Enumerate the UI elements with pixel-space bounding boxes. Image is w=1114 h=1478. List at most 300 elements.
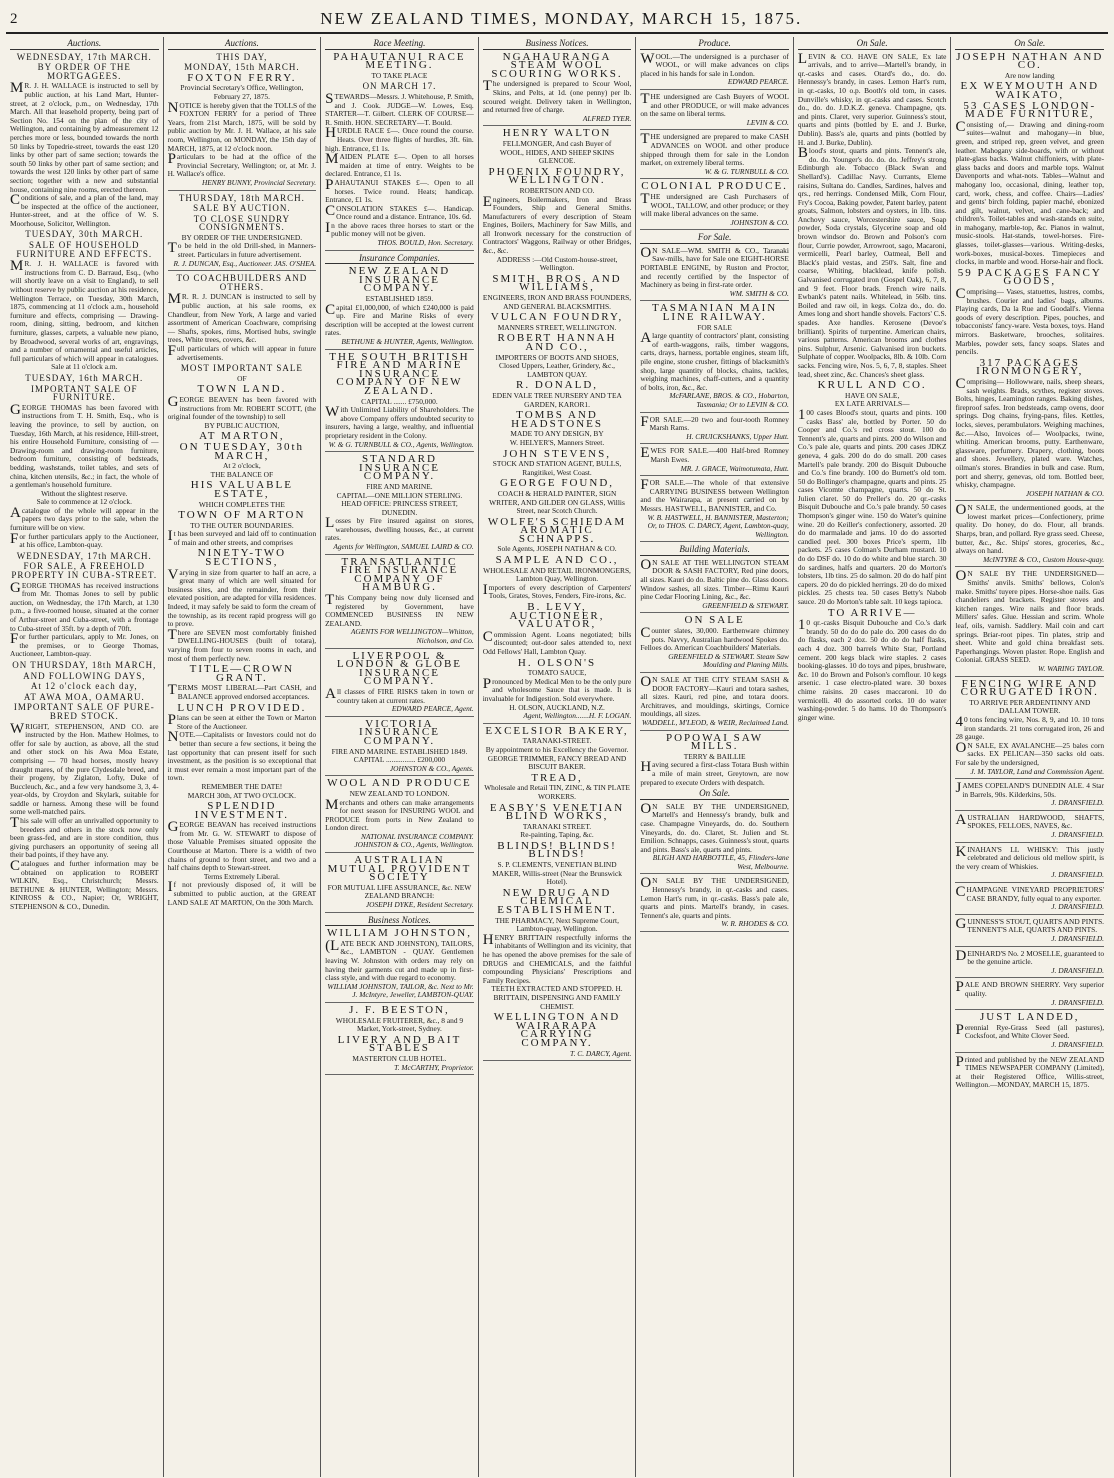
ad-paragraph: Printed and published by the NEW ZEALAND TIMES NEWSPAPER COMPANY (Limited), at their Registered Office, Willis-street, Wellington.—MONDAY, MARCH 15, 1875. xyxy=(955,1053,1105,1090)
ad-heading: AND FOLLOWING DAYS, xyxy=(23,670,146,681)
ad-centered-line: W. HELYER'S, Manners Street. xyxy=(509,437,605,447)
ad-centered-line: MADE TO ANY DESIGN, BY xyxy=(510,429,604,439)
ad-divider xyxy=(640,541,789,542)
ad-heading: AT AWA MOA, OAMARU. xyxy=(23,691,145,702)
ad-paragraph: Commission Agent. Loans negotiated; bills discounted; out-door sales attended to, next Odd Fellows' Hall, Lambton Quay. xyxy=(482,628,632,656)
ad-paragraph: With Unlimited Liability of Shareholders. The above Company offers undoubted security to insurers, having a large, wealthy, and influential proprietary resident in the Colony. xyxy=(325,404,474,440)
ad-title: WOLFE'S SCHIEDAM AROMATIC SCHNAPPS. xyxy=(487,515,627,545)
ad-centered-line: WHOLESALE FRUITERER, &c., 8 and 9 Market, York-street, Sydney. xyxy=(335,1015,464,1034)
ad-centered-line: Wholesale and Retail TIN, ZINC, & TIN PLATE WORKERS. xyxy=(484,783,630,801)
ad-title: LIVERY AND BAIT STABLES xyxy=(337,1033,462,1055)
ad-paragraph: THE undersigned are Cash Buyers of WOOL and other PRODUCE, or will make advances on the same on liberal terms. xyxy=(640,90,789,119)
ad-divider xyxy=(955,882,1104,883)
ad-divider xyxy=(955,566,1104,567)
page-number: 2 xyxy=(10,10,19,27)
ad-signature: EDWARD PEARCE, Agent. xyxy=(391,704,474,714)
ad-title: TASMANIAN MAIN LINE RAILWAY. xyxy=(652,302,778,324)
ad-paragraph: TERMS MOST LIBERAL—Part CASH, and BALANCE approved endorsed acceptances. xyxy=(167,682,317,701)
ad-divider xyxy=(325,250,474,251)
ad-centered-line: WHICH COMPLETES THE xyxy=(198,499,285,509)
ad-centered-line: TO THE OUTER BOUNDARIES. xyxy=(190,520,294,530)
ad-centered-line: TOMATO SAUCE, xyxy=(527,668,587,678)
ad-paragraph: 10 qr.-casks Bisquit Dubouche and Co.'s dark brandy. 50 do do do pale do. 200 cases do do do flasks, each 2 doz. 50 do do do half flasks, each 4 doz. 300 barrels White Star, Portland cement. 200 kegs black wire staples. 2 cases booking-glasses. 10 do toys and pipes, brushware, &c. 10 do Brown and Polson's cornflour. 10 kegs arsenic. 1 case electro-plated ware. 30 boxes chime raisins. 20 cases maccaroni. 10 do vermicelli. 40 do assorted corks. 10 do water washing-powder. 5 do hams. 10 do Thompson's ginger wine. xyxy=(797,617,947,722)
ad-paragraph: 100 cases Blood's stout, quarts and pints. 100 casks Bass' ale, bottled by Porter. 50 do Cooper and Co.'s red cross stout. 100 do Tennent's ale, quarts and pints. 200 do Wilson and Co.'s pale ale, quarts and pints. 200 cases JDKZ geneva, 4 gals. 200 do do do small. 200 cases Martell's pale brandy. 200 do Bisquit Dubouche and Co.'s fine brandy. 100 do Burnett's old tom. 50 do Bollinger's champagne, quarts and pints. 25 cases Vicomte champagne, quarts. 50 do St. Julien claret. 50 do Preller's do. 20 qr.-casks Bisquit Dubouche and Co.'s pale brandy. 50 cases Thompson's ginger wine. 150 do Water's quinine wine. 20 do Keiller's confectionery, assorted. 20 do do marmalade and jams. 10 do do assorted candied peel. 300 boxes Price's sperm, 1lb packets. 25 cases Colman's Durham mustard. 10 do do DSF do. 10 do do white and blue starch. 30 do sardines, halfs and quarters. 20 do Morton's lobsters, 1lb tins. 25 do salmon. 20 do do half pint capers. 20 do do pickled herrings. 20 do do mixed pickles. 25 chests tea. 50 cases Betty's Nabob sauce. 20 do Morton's table salt. 10 kegs tapioca. xyxy=(797,406,947,606)
ad-paragraph: DEINHARD'S No. 2 MOSELLE, guaranteed to be the genuine article. xyxy=(955,947,1105,967)
ad-paragraph: Consisting of,— Drawing and dining-room suites—walnut and mahogany—in blue, green, and striped rep, green velvet, and green leather. Mahogany side-boards, with or without plate-glass backs. Walnut chiffoniers, with plate-glass backs and doors and marble tops. Walnut Davenports and what-nots. Tables—Walnut and mahogany loo, occasional, dining, leather top, card, work, chess, and coffee. Chairs—Ladies' and gents' birch folding, papier maché, ebonized and gilt, walnut, velvet, and cane-back; and children's. Toilet-tables and wash-stands en suite, in mahogany, marble-top, &c. Pianos in walnut, music-stools. Hat-stands, towel-horses. Fire-glasses, toilet-glasses—various. Writing-desks, work-boxes, musical-boxes. Timepieces and clocks, in marble and wood. Horse-hair and flock. xyxy=(955,118,1105,267)
ad-signature: GREENFIELD & STEWART. Steam Saw Moulding and Planing Mills. xyxy=(668,651,789,670)
ad-paragraph: All classes of FIRE RISKS taken in town or country taken at current rates. xyxy=(325,685,474,705)
ad-centered-line: THE PHARMACY, Next Supreme Court, Lambton-quay, Wellington. xyxy=(495,915,619,934)
ad-centered-line: FIRE AND MARINE. ESTABLISHED 1849. xyxy=(331,746,468,756)
column-2 xyxy=(164,37,322,1477)
ad-paragraph: Acatalogue of the whole will appear in the papers two days prior to the sale, when the furniture will be on view. xyxy=(10,504,159,533)
ad-title: H. OLSON'S xyxy=(517,656,597,669)
ad-paragraph: To be held in the old Drill-shed, in Manners-street. Particulars in future advertisement. xyxy=(167,240,317,260)
ad-centered-line: FIRE AND MARINE. xyxy=(366,481,433,491)
column-7 xyxy=(951,37,1108,1477)
ad-paragraph: Alarge quantity of contractors' plant, consisting of earth-waggons, rails, timber waggons, carts, drays, harness, portable engines, steam lift, pile engine, stone crusher, fittings of blacksmith's shop, large quantity of blocks, chains, tackles, weighing machines, chaff-cutters, and a quantity of bolts, iron, &c., &c. xyxy=(640,330,789,392)
column-5 xyxy=(636,37,794,1477)
ad-paragraph: ON SALE AT THE WELLINGTON STEAM DOOR & SASH FACTORY, Red pine doors, all sizes. Kauri do do. Baltic pine do. Glass doors. Window sashes, all sizes. Timber—Rimu Kauri pine Cedar Flooring Lining, &c., &c. xyxy=(640,556,789,602)
ad-heading: SALE OF HOUSEHOLD FURNITURE AND EFFECTS. xyxy=(16,240,153,259)
section-heading: On Sale. xyxy=(955,39,1104,50)
ad-paragraph: Catalogues and further information may be obtained on application to ROBERT WILKIN, Esq., Christchurch; Messrs. BETHUNE & HUNTER, Wellington; Messrs. KINROSS & CO., Napier; Or, WRIGHT, STEPHENSON & CO., Dunedin. xyxy=(10,858,159,911)
ad-paragraph: It has been surveyed and laid off to continuation of main and other streets, and comprises xyxy=(167,528,317,547)
columns xyxy=(6,37,1108,1477)
ad-title: TITLE—CROWN GRANT. xyxy=(189,663,295,684)
ad-heading: TO COACHBUILDERS AND OTHERS. xyxy=(176,273,308,292)
ad-paragraph: MR. J. H. WALLACE is favored with instructions from C. D. Barraud, Esq., (who will shortly leave on a visit to England), to sell without reserve by public auction at his residence, Wellington Terrace, on Tuesday, 30th March, 1875, commencing at 11 o'clock a.m., household furniture and effects, comprising — Drawing-room, dining, sitting, bedroom, and kitchen furniture, glasses, carpets, a valuable new piano, by Broadwood, several works of art, engravings, and a number of ornamental and useful articles, full particulars of which will appear in catalogues. xyxy=(10,258,159,363)
ad-title: J. F. BEESTON, xyxy=(349,1003,450,1016)
ad-signature: J. DRANSFIELD. xyxy=(1051,965,1105,975)
ad-paragraph: In the above races three horses to start or the public money will not be given. xyxy=(325,219,474,239)
ad-title: THE SOUTH BRITISH FIRE AND MARINE INSURANCE COMPANY OF NEW ZEALAND. xyxy=(329,350,470,397)
ad-paragraph: For further particulars, apply to Mr. Jones, on the premises, or to George Thomas, Auctioneer, Lambton-quay. xyxy=(10,631,159,659)
ad-paragraph: FOR SALE.—20 two and four-tooth Romney Marsh Rams. xyxy=(640,413,789,433)
ad-divider xyxy=(640,612,789,613)
ad-title: VULCAN FOUNDRY, xyxy=(490,311,624,324)
ad-divider xyxy=(168,190,317,191)
ad-centered-line: GEORGE TRIMMER, FANCY BREAD AND BISCUIT BAKER. xyxy=(487,753,627,772)
ad-title: COLONIAL PRODUCE. xyxy=(641,180,788,193)
ad-title: ON SALE xyxy=(684,614,745,627)
ad-divider xyxy=(955,810,1104,811)
ad-divider xyxy=(640,178,789,179)
ad-paragraph: ON SALE—WM. SMITH & CO., Taranaki Saw-mills, have for Sale one EIGHT-HORSE PORTABLE ENGINE, by Ruston and Proctor, and recently certified by the Inspector of Machinery as being in first-rate order. xyxy=(640,244,789,290)
ad-signature: JOHNSTON & CO., Agents. xyxy=(389,763,474,773)
ad-divider xyxy=(325,1074,474,1075)
ad-heading: TUESDAY, 30th MARCH. xyxy=(25,229,144,240)
ad-centered-line: MANNERS STREET, WELLINGTON. xyxy=(497,322,617,332)
ad-title: FOXTON FERRY. xyxy=(187,71,297,84)
ad-title: B. LEVY, AUCTIONEER, VALUATOR, xyxy=(509,601,605,631)
ad-centered-line: FELLMONGER, And cash Buyer of xyxy=(502,138,612,148)
ad-centered-line: By appointment to his Excellency the Governor. xyxy=(485,744,629,754)
ad-title: TOMBS AND HEADSTONES xyxy=(511,409,603,430)
ad-title: JOHN STEVENS, xyxy=(503,447,611,460)
ad-paragraph: WRIGHT, STEPHENSON, AND CO. are instructed by the Hon. Mathew Holmes, to offer for sale by auction, as above, all the stud and other stock on his Awa Moa Estate, comprising — 70 head horses, mostly heavy draught mares, of the pure Clydesdale breed, and their progeny, by Ziglaton, Lofty, Duke of Buccleuch, &c., and a few very handsome 3, 3, 4-year-olds, by Croydon and Skylark, suitable for saddle or harness. Among these will be found some well-matched pairs. xyxy=(10,720,159,817)
ad-title: WOOL AND PRODUCE xyxy=(327,777,472,790)
ad-divider xyxy=(955,778,1104,779)
ad-paragraph: MR. R. J. DUNCAN is instructed to sell by public auction, at his sale rooms, ex Chandleur, from New York, A large and varied assortment of American Coachware, comprising — Shafts, spokes, rims, Mortised hubs, swingle trees, White trees, covers, &c. xyxy=(167,291,317,345)
ad-heading: At 12 o'clock each day, xyxy=(30,681,138,692)
ad-title: HENRY WALTON xyxy=(502,127,612,140)
ad-title: STANDARD INSURANCE COMPANY. xyxy=(358,453,440,483)
ad-divider xyxy=(325,349,474,350)
ad-divider xyxy=(325,912,474,913)
ad-divider xyxy=(325,1002,474,1003)
ad-centered-line: H. OLSON, AUCKLAND, N.Z. xyxy=(509,702,605,712)
ad-divider xyxy=(640,300,789,301)
ad-paragraph: NOTICE is hereby given that the TOLLS of the FOXTON FERRY for a period of Three Years, from 21st March, 1875, will be sold by public auction by Mr. J. H. Wallace, at his sale room, Wellington, on MONDAY, the 15th day of MARCH, 1875, at 12 o'clock noon. xyxy=(167,99,317,153)
ad-signature: HENRY BUNNY, Provincial Secretary. xyxy=(201,177,317,187)
ad-paragraph: Plans can be seen at either the Town or Marton Store of the Auctioneer. xyxy=(167,712,317,731)
ad-paragraph: THE undersigned are prepared to make CASH ADVANCES on WOOL and other produce shipped through them for sale in the London market, on extremely liberal terms. xyxy=(640,131,789,168)
ad-title: BLINDS! BLINDS! BLINDS! xyxy=(497,839,617,861)
ad-heading: BY ORDER OF THE MORTGAGEES. xyxy=(37,62,131,81)
ad-paragraph: This Company being now duly licensed and registered by Government, have COMMENCED BUSINESS IN NEW ZEALAND. xyxy=(325,592,474,628)
column-6 xyxy=(794,37,952,1477)
ad-centered-line: ESTABLISHED 1859. xyxy=(365,294,434,304)
ad-title: TRANSATLANTIC FIRE INSURANCE COMPANY OF HAMBURG. xyxy=(340,555,459,594)
ad-title: ON TUESDAY, 30th MARCH, xyxy=(179,440,305,462)
section-heading: Building Materials. xyxy=(640,545,789,556)
ad-signature: JOSEPH NATHAN & CO. xyxy=(1025,488,1105,498)
ad-paragraph: Particulars to be had at the office of the Provincial Secretary, Wellington; or, at Mr. J. H. Wallace's office. xyxy=(167,151,317,179)
ad-centered-line: BY ORDER OF THE UNDERSIGNED. xyxy=(181,232,303,242)
ad-paragraph: Varying in size from quarter to half an acre, a great many of which are well situated for business sites, and the remainder, from their elevated position, are adapted for villa residences. Indeed, it may safely be said to form the cream of the township, as its recent rapid progress will go to prove. xyxy=(167,566,317,629)
ad-signature: WADDELL, M'LEOD, & WEIR, Reclaimed Land. xyxy=(641,717,789,727)
ad-paragraph: LEVIN & CO. HAVE ON SALE, Ex late arrivals, and to arrive—Martell's brandy, in qr.-casks and cases. Otard's do., do. do. Hennessy's brandy, in cases. Lemon Hart's rum, in qr.-casks, 10 o.p. Booth's old tom, in cases. Dunville's whisky, in qr.-casks and cases. Scotch do., do. do. J.D.K.Z. geneva. Champagne, qts. and pints. Claret, very superior. Guinness's stout, quarts and pints (bottled by E. and J. Burke, Dublin). Bass's ale, quarts and pints (bottled by H. and J. Burke, Dublin). xyxy=(797,50,947,147)
ad-title: ROBERT HANNAH AND CO., xyxy=(497,332,617,353)
ad-title: JUST LANDED, xyxy=(979,1011,1080,1024)
ad-heading: ON MARCH 17. xyxy=(362,81,437,92)
ad-centered-line: WHOLESALE AND RETAIL IRONMONGERS, Lambton Quay, Wellington. xyxy=(483,565,631,584)
ad-title: LIVERPOOL & LONDON & GLOBE INSURANCE COMPANY. xyxy=(336,649,463,688)
ad-title: PAHAUTANUI RACE MEETING. xyxy=(333,50,466,72)
ad-signature: W. B. HASTWELL, H. BANNISTER, Masterton; Or, to THOS. C. DARCY, Agent, Lambton-quay, Wellington. xyxy=(647,512,789,539)
ad-title: 53 CASES LONDON-MADE FURNITURE, xyxy=(963,99,1097,121)
ad-paragraph: CHAMPAGNE VINEYARD PROPRIETORS' CASE BRANDY, fully equal to any exporter. xyxy=(955,884,1105,903)
ad-paragraph: AUSTRALIAN HARDWOOD, SHAFTS, SPOKES, FELLOES, NAVES, &c. xyxy=(955,811,1105,831)
ad-paragraph: HENRY BRITTAIN respectfully informs the inhabitants of Wellington and its vicinity, that he has opened the above premises for the sale of DRUGS and CHEMICALS, and the faithful compounding Physicians' Prescriptions and Family Recipes. xyxy=(482,931,632,985)
ad-divider xyxy=(325,716,474,717)
ad-centered-line: Provincial Secretary's Office, Wellington, February 27, 1875. xyxy=(180,83,304,101)
ad-paragraph: ON SALE BY THE UNDERSIGNED—Smiths' anvils. Smiths' bellows, Colon's make. Smiths' tuyere pipes. Horse-shoe nails. Gas chandeliers and brackets. Register stoves and kitchen ranges. Wire nails and floor brads. Millers' safes. Glue. Hessian and scrim. Whole leaf, oils, varnish. Saddlery. Mail coin and cart springs. Briar-root pipes. Tin plates, strip and sheet. White and gold china breakfast sets. Paperhangings. Woven plaster. Rope. English and Colonial. GRASS SEED. xyxy=(955,568,1105,665)
ad-signature: J. DRANSFIELD. xyxy=(1051,870,1105,880)
ad-signature: T. McCARTHY, Proprietor. xyxy=(394,1062,474,1072)
ad-title: NEW DRUG AND CHEMICAL ESTABLISHMENT. xyxy=(497,886,617,917)
ad-signature: NATIONAL INSURANCE COMPANY. JOHNSTON & CO., Agents, Wellington. xyxy=(354,831,474,850)
ad-divider xyxy=(325,775,474,776)
ad-divider xyxy=(325,852,474,853)
ad-heading: TUESDAY, 16th MARCH. xyxy=(25,372,144,383)
ad-heading: THIS DAY, xyxy=(216,51,268,62)
ad-title: NEW ZEALAND INSURANCE COMPANY. xyxy=(348,265,451,295)
ad-paragraph: GEORGE THOMAS has received instructions from Mr. Thomas Jones to sell by public auction, on Wednesday, the 17th March, at 1.30 p.m., a five-roomed house, situated at the corner of Arthur-street and Cuba-street, with a frontage to Cuba-street of 35ft. by a depth of 70ft. xyxy=(10,579,159,633)
ad-centered-line: NEW ZEALAND TO LONDON. xyxy=(349,788,450,798)
ad-title: PHOENIX FOUNDRY, WELLINGTON. xyxy=(488,165,626,187)
ad-divider xyxy=(640,129,789,130)
ad-signature: J. M. TAYLOR, Land and Commission Agent. xyxy=(970,766,1105,776)
ad-paragraph: This sale will offer an unrivalled opportunity to breeders and others in the stock now only been grass-fed, and are in store condition, thus giving purchasers an opportunity of seeing all their bad points, if they have any. xyxy=(10,815,159,860)
ad-paragraph: Importers of every description of Carpenters' Tools, Grates, Stoves, Fenders, Fire-irons, &c. xyxy=(482,581,632,601)
ad-divider xyxy=(483,125,632,126)
ad-divider xyxy=(955,842,1104,843)
ad-paragraph: GEORGE BEAVEN has been favored with instructions from Mr. ROBERT SCOTT, (the original founder of the township) to sell xyxy=(167,393,317,422)
section-heading: On Sale. xyxy=(798,39,947,50)
ad-signature: T. C. DARCY, Agent. xyxy=(570,1048,632,1058)
ad-paragraph: Capital £1,000,000, of which £240,000 is paid up. Fire and Marine Risks of every description will be accepted at the lowest current rates. xyxy=(325,301,474,338)
ad-centered-line: Are now landing xyxy=(1004,70,1055,80)
ad-centered-line: CAPITAL ....... £750,000. xyxy=(361,396,438,406)
ad-centered-line: WOOL, HIDES, AND SHEEP SKINS GLENCOE. xyxy=(499,147,615,166)
ad-signature: W. & G. TURNBULL & CO. xyxy=(704,166,789,176)
ad-heading: IMPORTANT SALE OF FURNITURE. xyxy=(30,383,138,403)
ad-centered-line: Without the slightest reserve. xyxy=(41,488,128,498)
ad-centered-line: CAPITAL ................ £200,000 xyxy=(353,755,446,765)
ad-title: TO ARRIVE— xyxy=(827,606,917,619)
ad-signature: R. J. DUNCAN, Esq., Auctioneer. JAS. O'SHEA. xyxy=(173,258,317,268)
ad-centered-line: OF xyxy=(237,373,247,383)
ad-signature: JOSEPH DYKE, Resident Secretary. xyxy=(365,900,474,910)
ad-divider xyxy=(955,1009,1104,1010)
section-heading: Auctions. xyxy=(168,39,317,50)
ad-centered-line: HEAD OFFICE: PRINCESS STREET, DUNEDIN. xyxy=(341,499,458,517)
ad-paragraph: GEORGE BEAVAN has received instructions from Mr. G. W. STEWART to dispose of those Valuable Premises situated opposite the Courthouse at Marton. There is a width of two chains of ground to front street, and two and a half chains depth to Stewart-street. xyxy=(167,819,317,873)
ad-heading: THURSDAY, 18th MARCH. xyxy=(178,192,305,203)
section-heading: Business Notices. xyxy=(483,39,632,50)
ad-paragraph: HURDLE RACE £—. Once round the course. Heats. Over three flights of hurdles, 3ft. 6in. high. Entrance, £1 1s. xyxy=(325,125,474,153)
section-heading: On Sale. xyxy=(640,789,789,800)
ad-centered-line: Sale at 11 o'clock a.m. xyxy=(51,362,118,372)
ad-divider xyxy=(640,475,789,476)
ad-heading: IMPORTANT SALE OF PURE-BRED STOCK. xyxy=(13,702,155,721)
ad-signature: McINTYRE & CO., Custom House-quay. xyxy=(983,554,1105,564)
ad-signature: GREENFIELD & STEWART. xyxy=(702,600,789,610)
ad-signature: LEVIN & CO. xyxy=(746,117,789,127)
ad-divider xyxy=(640,672,789,673)
ad-centered-line: TERRY & BAILLIE xyxy=(683,751,746,761)
ad-centered-line: CAPITAL—ONE MILLION STERLING. xyxy=(336,490,463,500)
ad-divider xyxy=(640,443,789,444)
column-4 xyxy=(479,37,637,1477)
ad-signature: MR. J. GRACE, Waimotumata, Hutt. xyxy=(680,463,789,473)
ad-heading: FOR SALE, A FREEHOLD PROPERTY IN CUBA-STREET. xyxy=(11,561,158,581)
ad-title: SPLENDID INVESTMENT. xyxy=(194,800,289,821)
ad-centered-line: TO TAKE PLACE xyxy=(371,70,428,80)
ad-centered-line: Sole Agents, JOSEPH NATHAN & CO. xyxy=(497,544,617,554)
ad-divider xyxy=(955,977,1104,978)
ad-paragraph: CONSOLATION STAKES £—. Handicap. Once round and a distance. Entrance, 10s. 6d. xyxy=(325,202,474,222)
column-3 xyxy=(321,37,479,1477)
masthead xyxy=(6,6,1108,34)
ad-paragraph: PAHAUTANUI STAKES £—. Open to all horses. Twice round. Heats; handicap. Entrance, £1 1s. xyxy=(325,176,474,205)
ad-signature: EDWARD PEARCE. xyxy=(727,77,789,87)
ad-centered-line: Terms Extremely Liberal. xyxy=(203,871,280,881)
ad-paragraph: Losses by Fire insured against on stores, warehouses, dwelling houses, &c., at current rates. xyxy=(325,515,474,543)
ad-signature: W. R. RHODES & CO. xyxy=(721,919,789,929)
ad-centered-line: MARCH 30th, AT TWO O'CLOCK. xyxy=(187,790,296,800)
ad-heading: SALE BY AUCTION. xyxy=(193,203,291,214)
ad-divider xyxy=(483,723,632,724)
ad-paragraph: ON SALE BY THE UNDERSIGNED, Hennessy's brandy, in qr.-casks and cases. Lemon Hart's rum, in qr.-casks. Bass's pale ale, quarts and pints. Martell's brandy, in cases. Tennent's ale, quarts and pints. xyxy=(640,875,789,920)
section-heading: For Sale. xyxy=(640,233,789,244)
ad-signature: McFARLANE, BROS. & CO., Hobarton, Tasmania; Or to LEVIN & CO. xyxy=(669,391,789,409)
ad-divider xyxy=(955,946,1104,947)
ad-paragraph: ON SALE, EX AVALANCHE—25 bales corn sacks. EX PELICAN—350 sacks old oats. For sale by the undersigned, xyxy=(955,739,1105,767)
ad-divider xyxy=(640,412,789,413)
ad-centered-line: THE BALANCE OF xyxy=(210,469,274,479)
ad-centered-line: At 2 o'clock, xyxy=(223,461,261,471)
ad-paragraph: MR. J. H. WALLACE is instructed to sell by public auction, at his Land Mart, Hunter-street, at 2 o'clock, p.m., on Wednesday, 17th March. All that leasehold property, being part of Section No. 154 on the plan of the city of Wellington, and containing by admeasurement 12 perches more or less, bounded towards the north 50 links by Topedrie-street, towards the east 120 links by other part of same section; towards the south 50 links by other part of same section; and towards the west 120 links by other part of same section; together with a new and substantial house, containing nine rooms, erected thereon. xyxy=(10,80,159,194)
ad-title: EASBY'S VENETIAN BLIND WORKS, xyxy=(489,801,625,823)
ad-paragraph: JAMES COPELAND'S DUNEDIN ALE. 4 Star in Barrels, 90s. Kilderkins, 50s. xyxy=(955,780,1105,799)
ad-title: POPOWAI SAW MILLS. xyxy=(665,731,764,753)
ad-title: TOWN LAND. xyxy=(197,383,287,396)
ad-title: EX WEYMOUTH AND WAIKATO, xyxy=(960,80,1100,101)
ad-heading: TO CLOSE SUNDRY CONSIGNMENTS. xyxy=(193,213,291,233)
ad-signature: Agent, Wellington.......H. F. LOGAN. xyxy=(523,711,632,721)
ad-signature: WM. SMITH & CO. xyxy=(729,288,789,298)
ad-paragraph: THE undersigned are Cash Purchasers of WOOL, TALLOW, and other produce; or they will make liberal advances on the same. xyxy=(640,190,789,219)
ad-signature: J. DRANSFIELD. xyxy=(1051,830,1105,840)
ad-title: GEORGE FOUND, xyxy=(500,477,615,490)
ad-signature: BETHUNE & HUNTER, Agents, Wellington. xyxy=(341,337,474,346)
ad-centered-line: Re-painting, Taping, &c. xyxy=(520,830,594,840)
ad-title: 59 PACKAGES FANCY GOODS, xyxy=(957,266,1102,288)
ad-divider xyxy=(325,451,474,452)
ad-title: HIS VALUABLE ESTATE, xyxy=(190,479,293,500)
ad-signature: AGENTS FOR WELLINGTON—Whitton, Nicholson, and Co. xyxy=(350,627,474,645)
ad-signature: Agents for Wellington, SAMUEL LAIRD & CO. xyxy=(333,542,474,552)
ad-title: WELLINGTON AND WAIRARAPA CARRYING COMPANY. xyxy=(493,1011,621,1049)
ad-centered-line: ROBERTSON AND CO. xyxy=(519,185,595,195)
ad-paragraph: The undersigned is prepared to Scour Wool, Skins, and Pelts, at 1d. (one penny) per lb. scoured weight. Delivery taken in Wellington, and returned free of charge. xyxy=(482,78,632,115)
ad-paragraph: ON SALE AT THE CITY STEAM SASH & DOOR FACTORY—Kauri and totara sashes, all sizes. Kauri, red pine, and totara doors. Architraves, and mouldings, skirtings, Cornice mouldings, all sizes. xyxy=(640,674,789,719)
ad-heading: WEDNESDAY, 17th MARCH. xyxy=(16,51,152,62)
ad-divider xyxy=(640,730,789,731)
ad-centered-line: REMEMBER THE DATE! xyxy=(201,781,283,791)
ad-heading: WEDNESDAY, 17th MARCH. xyxy=(16,550,152,561)
ad-centered-line: EX LATE ARRIVALS— xyxy=(834,399,910,409)
ad-signature: THOS. BOULD, Hon. Secretary. xyxy=(377,238,474,248)
ad-title: NINETY-TWO SECTIONS, xyxy=(197,547,287,569)
ad-title: SMITH, BROS. AND WILLIAMS, xyxy=(492,272,622,294)
ad-title: LUNCH PROVIDED. xyxy=(177,701,307,714)
section-heading: Insurance Companies. xyxy=(325,254,474,265)
ad-paragraph: There are SEVEN most comfortably finished DWELLING-HOUSES (built of totara), varying from four to seven rooms in each, and most of them perfectly new. xyxy=(167,626,317,663)
ad-centered-line: ENGINEERS, IRON AND BRASS FOUNDERS, AND GENERAL BLACKSMITHS. xyxy=(482,293,632,311)
ad-paragraph: EWES FOR SALE.—400 Half-bred Romney Marsh Ewes. xyxy=(640,445,789,464)
ad-centered-line: ADDRESS :—Old Custom-house-street, Wellington. xyxy=(496,254,618,273)
ad-centered-line: HAVE ON SALE, xyxy=(845,390,900,400)
ad-paragraph: Counter slates, 30,000. Earthenware chimney pots. Navvy, Australian hardwood Spokes do. Felloes do. American Coachbuilders' Materials. xyxy=(640,625,789,653)
ad-paragraph: GUINNESS'S STOUT, QUARTS AND PINTS. TENNENT'S ALE, QUARTS AND PINTS. xyxy=(955,915,1105,935)
ad-centered-line: TARANAKI-STREET. xyxy=(522,736,592,746)
section-heading: Produce. xyxy=(640,39,789,50)
ad-divider xyxy=(955,676,1104,677)
ad-title: JOSEPH NATHAN AND CO. xyxy=(956,50,1104,72)
ad-heading: MONDAY, 15th MARCH. xyxy=(184,62,300,73)
ad-paragraph: ON SALE BY THE UNDERSIGNED, Martell's and Hennessy's brandy, bulk and case. Champagne Vineyards, do. do. Southern Vineyards, do. do. Claret, St. Julien and St. Emilion. Schnapps, cases. Guinness's stout, quarts and pints. Bass's ale, quarts and pints. xyxy=(640,800,789,854)
ad-paragraph: Full particulars of which will appear in future advertisements. xyxy=(167,343,317,362)
ad-paragraph: 40 tons fencing wire, Nos. 8, 9, and 10. 10 tons iron standards. 21 tons corrugated iron, 26 and 28 gauge. xyxy=(955,713,1105,742)
ad-title: FENCING WIRE AND CORRUGATED IRON. xyxy=(960,677,1099,699)
ad-signature: J. DRANSFIELD. xyxy=(1051,1039,1105,1049)
ad-title: AUSTRALIAN MUTUAL PROVIDENT SOCIETY xyxy=(327,854,472,884)
ad-title: TREAD, xyxy=(531,771,583,784)
section-heading: Race Meeting. xyxy=(325,39,474,50)
ad-paragraph: GEORGE THOMAS has been favored with instructions from T. H. Smith, Esq., who is leaving the province, to sell by auction, on Tuesday, 16th March, at his residence, Hill-street, his entire Household Furniture, consisting of — Drawing-room and drawing-room furniture, bedroom furniture, consisting of bedsteads, bedding, washstands, toilet tables, and sets of china, kitchen utensils, &c.; in fact, the whole of a gentleman's household furniture. xyxy=(10,401,159,490)
ad-centered-line: Closed Uppers, Leather, Grindery, &c., LAMBTON QUAY. xyxy=(499,361,616,379)
ad-divider xyxy=(325,554,474,555)
ad-centered-line: MASTERTON CLUB HOTEL. xyxy=(352,1053,447,1063)
ad-title: SAMPLE AND CO., xyxy=(495,554,619,567)
section-heading: Business Notices. xyxy=(325,916,474,927)
ad-paragraph: (LATE BECK AND JOHNSTON), TAILORS, &c., LAMBTON - QUAY. Gentlemen leaving W. Johnston with orders may rely on having their garments cut and made up in first-class style, and with due regard to economy. xyxy=(325,937,474,983)
ad-paragraph: NOTE.—Capitalists or Investors could not do better than secure a few sections, it being the last opportunity that can present itself for such investment, as the position is so exceptional that it must ever remain a most important part of the town. xyxy=(167,729,317,783)
ad-divider xyxy=(640,229,789,230)
ad-divider xyxy=(483,1060,632,1061)
ad-paragraph: Blood's stout, quarts and pints. Tennent's ale, do. do. Younger's do. do. do. Jeffrey's strong Edinburgh ale. Tobacco (Black Swan and Shellard's). Cadillac Navy. Currants, Eleme raisins, Sultana do. Candles, Sardines, halves and qrs., red herrings. Condensed Milk, Corn Flour, Fry's Cocoa, Baking powder, Patent barley, patent groats, Salmon, lobsters and oysters, in 1lb. tins. Anchovy sauce, Worcestershire sauce, Soap powder, Soda crystals, Glycerine soap and old brown windsor do. Brown and Polson's corn flour, Currie powder, Arrowroot, sago, Macaroni, vermicelli, Pearl barley, Oatmeal, Bell and Black's plaid vestas, and 250's. Salt, fine and coarse, Whiting, blacklead, knife polish. Galvanised corrugated iron (Gospel Oak), 6, 7, 8, and 9 feet. Floor brads. French wire nails. Ewbank's patent nails. Whitelead, in 56lb. tins. Boiled and raw oil, in kegs. Colza do., do. do. Ames long and short handle shovels. Factors' C.S. spades. Axe handles. Kerosene (Devoe's brilliant). Spirits of turpentine. American chairs, various patterns. American brooms and clothes pins. Sulphur, Arsenic. Galvanised iron buckets. Sulphate of copper. Woolpacks, 8lb. & 10lb. Corn sacks. Fencing wire, Nos. 5, 6, 7, 8, staples. Sheet lead, sheet zinc, &c. Chances's sheet glass. xyxy=(797,145,947,379)
ad-title: R. DONALD, xyxy=(516,379,599,392)
ad-paragraph: FOR SALE.—The whole of that extensive CARRYING BUSINESS between Wellington and the Wairarapa, at present carried on by Messrs. HASTWELL, BANNISTER, and Co. xyxy=(640,477,789,513)
ad-centered-line: IMPORTERS OF BOOTS AND SHOES, xyxy=(495,352,619,362)
ad-title: EXCELSIOR BAKERY, xyxy=(485,724,629,737)
ad-paragraph: Perennial Rye-Grass Seed (all pastures), Cocksfoot, and White Clover Seed. xyxy=(955,1021,1105,1041)
ad-signature: ALFRED TYER. xyxy=(582,113,632,123)
ad-title: NGAHAURANGA STEAM WOOL SCOURING WORKS. xyxy=(491,50,623,80)
ad-divider xyxy=(955,500,1104,501)
ad-paragraph: For further particulars apply to the Auctioneer, at his office, Lambton-quay. xyxy=(10,530,159,550)
ad-divider xyxy=(640,931,789,932)
ad-centered-line: Sale to commence at 12 o'clock. xyxy=(36,497,132,507)
ad-divider xyxy=(168,270,317,271)
ad-centered-line: S. P. CLEMENTS, VENETIAN BLIND MAKER, Willis-street (Near the Brunswick Hotel). xyxy=(492,860,622,887)
ad-title: KRULL AND CO. xyxy=(817,379,927,392)
ad-paragraph: Comprising— Hollowware, nails, sheep shears, sash weights. Brads, scythes, register stoves. Bolts, hinges, Leamington ranges. Baking dishes, fireproof safes. Iron bedsteads, camp ovens, door springs. Dog chains, frying-pans, files. Kettles, locks, sieves, perambulators. Weighing machines, &c.—Also, Invoices of— Woolpacks, twine, whiting. American brooms, putty. Earthenware, glassware, perfumery. Drapery, clothing, boots and shoes. Jewellery, plated ware. Watches, oilman's stores. Brandies in bulk and case. Rum, port and sherry, genevas, old tom. Bottled beer, whisky, champagne. xyxy=(955,375,1105,490)
ad-paragraph: Engineers, Boilermakers, Iron and Brass Founders, Ship and General Smiths. Manufacturers of every description of Steam Engines, Boilers, Machinery for Saw Mills, and all Ironwork necessary for the construction of Contractors' Waggons, Railway or other Bridges, &c., &c. xyxy=(482,193,632,256)
ad-signature: WILLIAM JOHNSTON, TAILOR, &c. Next to Mr. J. McIntyre, Jeweller, LAMBTON-QUAY. xyxy=(327,981,474,1000)
ad-centered-line: FOR MUTUAL LIFE ASSURANCE, &c. NEW ZEALAND BRANCH: xyxy=(327,882,472,901)
ad-paragraph: STEWARDS—Messrs. J. Whitehouse, P. Smith, and J. Cook. JUDGE—W. Lowes, Esq. STARTER—T. Gilbert. CLERK OF COURSE—R. Smith. HON. SECRETARY—T. Bould. xyxy=(325,90,474,127)
ad-paragraph: KINAHAN'S LL WHISKY: This justly celebrated and delicious old mellow spirit, is the very cream of Whiskies. xyxy=(955,843,1105,871)
ad-centered-line: STOCK AND STATION AGENT, BULLS, Rangitikei, West Coast. xyxy=(492,459,622,477)
ad-signature: JOHNSTON & CO. xyxy=(730,217,789,227)
ad-paragraph: Having secured a first-class Totara Bush within a mile of main street, Greytown, are now prepared to execute Orders with despatch. xyxy=(640,759,789,787)
ad-paragraph: Merchants and others can make arrangements for next season for INSURING WOOL and PRODUCE from ports in New Zealand to London direct. xyxy=(325,796,474,833)
column-1 xyxy=(6,37,164,1477)
ad-title: 317 PACKAGES IRONMONGERY, xyxy=(976,356,1084,378)
ad-divider xyxy=(955,1052,1104,1053)
ad-divider xyxy=(640,89,789,90)
ad-signature: W. WARING TAYLOR. xyxy=(1038,663,1105,673)
ad-centered-line: COACH & HERALD PAINTER, SIGN WRITER, AND GILDER ON GLASS, Willis Street, near Scotch Church. xyxy=(489,488,625,516)
ad-title: VICTORIA INSURANCE COMPANY. xyxy=(358,717,440,747)
ad-divider xyxy=(325,648,474,649)
ad-paragraph: Conditions of sale, and a plan of the land, may be inspected at the office of the auctioneer, Hunter-street, and at the office of W. S. Moorhouse, Solicitor, Wellington. xyxy=(10,192,159,228)
ad-centered-line: BY PUBLIC AUCTION, xyxy=(204,420,280,430)
ad-centered-line: TEETH EXTRACTED AND STOPPED. H. BRITTAIN, DISPENSING AND FAMILY CHEMIST. xyxy=(491,984,623,1011)
ad-paragraph: MAIDEN PLATE £—. Open to all horses maiden at time of entry. Weights to be declared. Entrance, £1 1s. xyxy=(325,151,474,179)
ad-signature: J. DRANSFIELD. xyxy=(1051,934,1105,943)
ad-centered-line: EDEN VALE TREE NURSERY AND TEA GARDEN, KAROR1. xyxy=(492,390,622,409)
ad-title: AT MARTON, xyxy=(199,430,285,443)
ad-centered-line: FOR SALE xyxy=(697,322,732,332)
ad-signature: J. DRANSFIELD. xyxy=(1051,997,1105,1007)
ad-title: TOWN OF MARTON xyxy=(178,509,306,522)
